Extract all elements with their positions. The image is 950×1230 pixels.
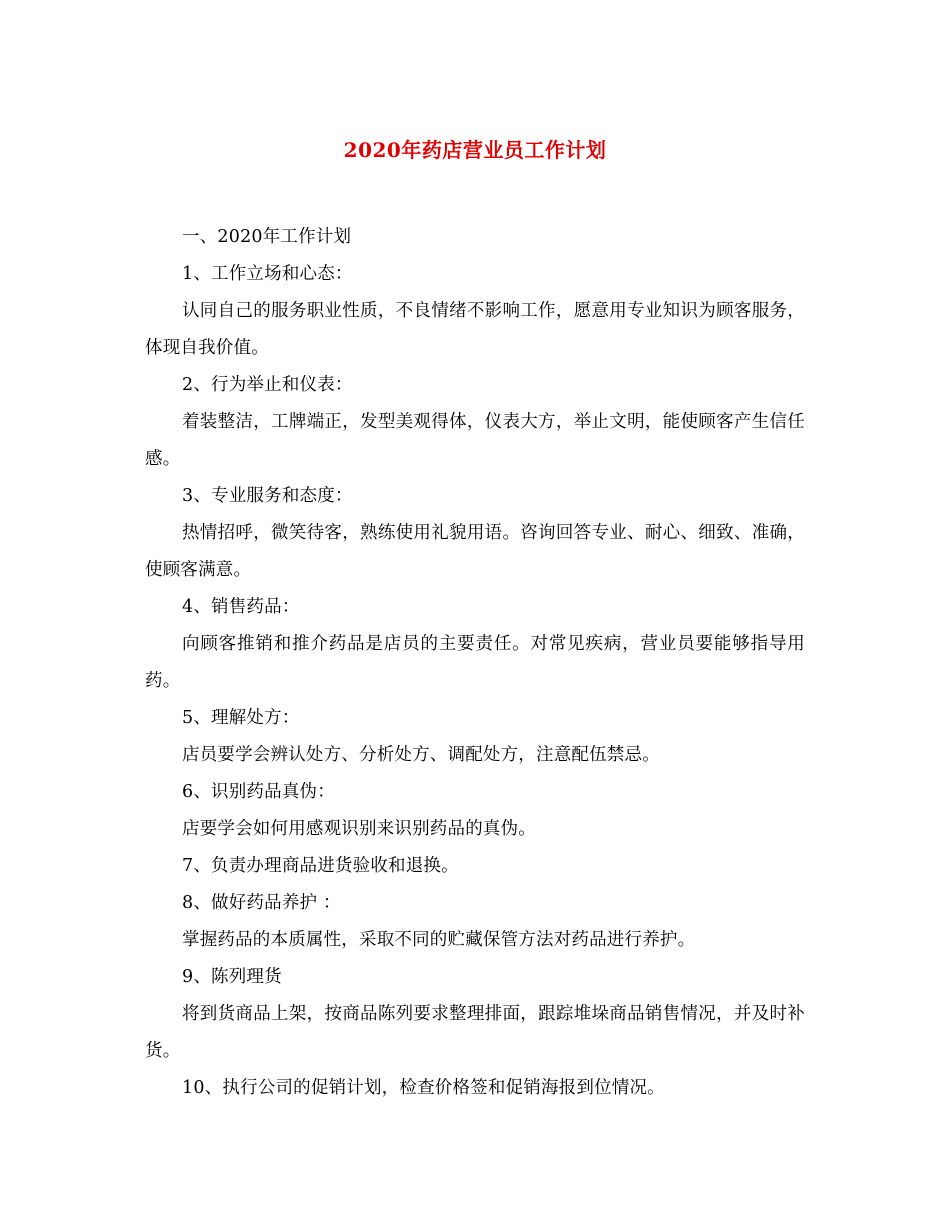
item-text-6: 店要学会如何用感观识别来识别药品的真伪。 (182, 819, 536, 839)
item-heading-5: 5、理解处方： (182, 708, 300, 728)
item-text-8: 掌握药品的本质属性，采取不同的贮藏保管方法对药品进行养护。 (182, 930, 696, 950)
item-heading-10: 10、执行公司的促销计划，检查价格签和促销海报到位情况。 (182, 1078, 665, 1098)
item-heading-2: 2、行为举止和仪表： (182, 375, 353, 395)
item-text-5: 店员要学会辨认处方、分析处方、调配处方，注意配伍禁忌。 (182, 745, 660, 765)
item-text-2: 着装整洁，工牌端正，发型美观得体，仪表大方，举止文明，能使顾客产生信任感。 (145, 412, 805, 469)
item-heading-1: 1、工作立场和心态： (182, 264, 353, 284)
item-text-9: 将到货商品上架，按商品陈列要求整理排面，跟踪堆垛商品销售情况，并及时补货。 (145, 1004, 805, 1061)
item-text-4: 向顾客推销和推介药品是店员的主要责任。对常见疾病，营业员要能够指导用药。 (145, 634, 805, 691)
section-heading: 一、2020年工作计划 (182, 227, 352, 247)
item-text-1: 认同自己的服务职业性质，不良情绪不影响工作，愿意用专业知识为顾客服务，体现自我价值。 (145, 301, 805, 358)
item-text-3: 热情招呼，微笑待客，熟练使用礼貌用语。咨询回答专业、耐心、细致、准确，使顾客满意。 (145, 523, 805, 580)
item-heading-6: 6、识别药品真伪： (182, 782, 335, 802)
document-title: 2020年药店营业员工作计划 (343, 138, 607, 162)
item-heading-3: 3、专业服务和态度： (182, 486, 353, 506)
item-heading-9: 9、陈列理货 (182, 967, 282, 987)
document-body (145, 219, 805, 1107)
item-heading-7: 7、负责办理商品进货验收和退换。 (182, 856, 459, 876)
item-heading-8: 8、做好药品养护 ： (182, 893, 341, 913)
item-heading-4: 4、销售药品： (182, 597, 300, 617)
